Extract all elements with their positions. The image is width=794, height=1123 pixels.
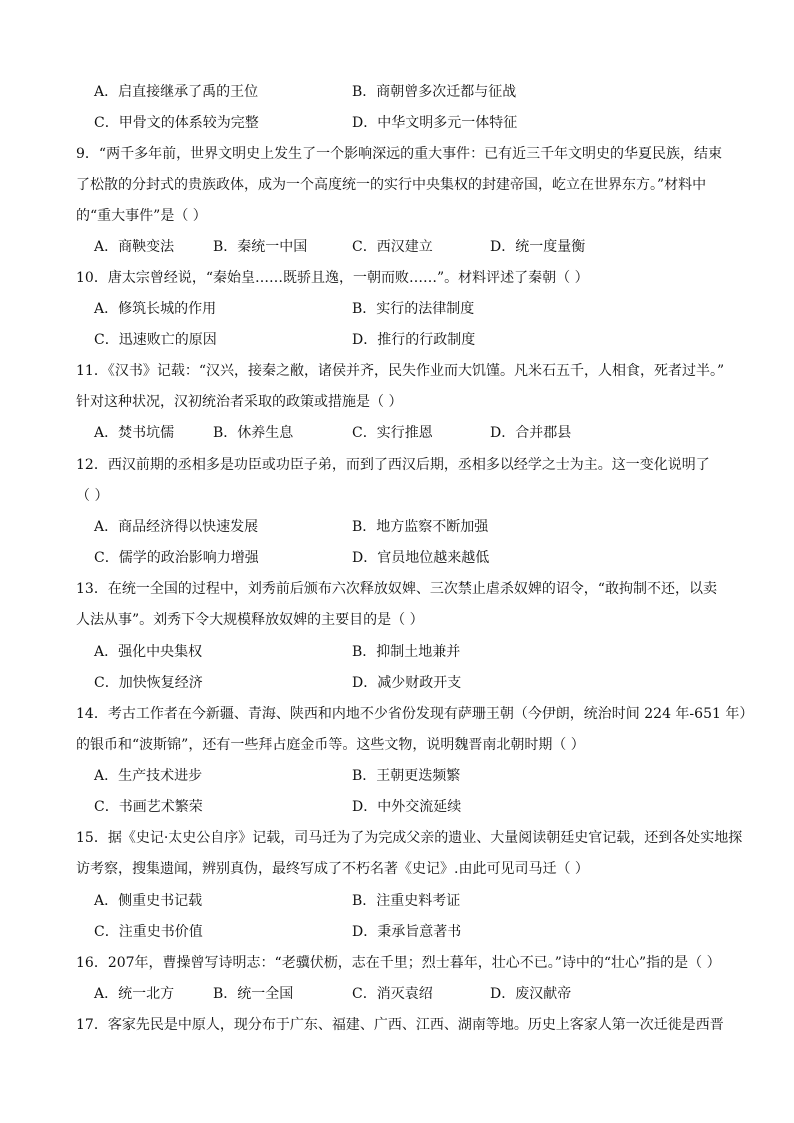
q15-option-c: C．注重史书价值 (94, 924, 203, 940)
q11-option-b: B．休养生息 (213, 425, 294, 441)
q12-option-d: D．官员地位越来越低 (352, 550, 490, 566)
q10-stem-line-1: 10．唐太宗曾经说，“秦始皇……既骄且逸，一朝而败……”。材料评述了秦朝（ ） (76, 270, 589, 286)
q14-option-c: C．书画艺术繁荣 (94, 799, 203, 815)
q15-option-b: B．注重史料考证 (352, 893, 461, 909)
q15-option-a: A．侧重史书记载 (94, 893, 203, 909)
q13-option-c: C．加快恢复经济 (94, 675, 203, 691)
q12-option-c: C．儒学的政治影响力增强 (94, 550, 259, 566)
q13-stem-line-1: 13．在统一全国的过程中，刘秀前后颁布六次释放奴婢、三次禁止虐杀奴婢的诏令，“敢拘制不还，以卖 (76, 581, 717, 597)
q9-stem-line-3: 的“重大事件”是（ ） (76, 208, 207, 224)
q9-option-d: D．统一度量衡 (490, 239, 586, 255)
q16-option-a: A．统一北方 (94, 986, 175, 1002)
q14-option-d: D．中外交流延续 (352, 799, 462, 815)
q15-option-d: D．秉承旨意著书 (352, 924, 462, 940)
q12-stem-line-2: （ ） (76, 488, 109, 504)
q16-option-d: D．废汉献帝 (490, 986, 572, 1002)
q16-option-c: C．消灭袁绍 (352, 986, 433, 1002)
q12-option-b: B．地方监察不断加强 (352, 519, 489, 535)
q16-stem-line-1: 16．207年，曹操曾写诗明志：“老骥伏枥，志在千里；烈士暮年，壮心不已。”诗中的“壮心”指的是（ ） (76, 955, 721, 971)
q10-option-d: D．推行的行政制度 (352, 332, 476, 348)
q15-stem-line-1: 15．据《史记·太史公自序》记载，司马迁为了为完成父亲的遗业、大量阅读朝廷史官记载，还到各处实地探 (76, 830, 743, 846)
q13-option-b: B．抑制土地兼并 (352, 644, 461, 660)
q10-option-b: B．实行的法律制度 (352, 301, 475, 317)
q9-option-c: C．西汉建立 (352, 239, 433, 255)
q9-option-a: A．商鞅变法 (94, 239, 175, 255)
q14-option-a: A．生产技术进步 (94, 768, 203, 784)
q9-option-b: B．秦统一中国 (213, 239, 308, 255)
q9-stem-line-1: 9．“两千多年前，世界文明史上发生了一个影响深远的重大事件：已有近三千年文明史的华夏民族，结束 (76, 146, 723, 162)
q13-option-d: D．减少财政开支 (352, 675, 462, 691)
q10-option-a: A．修筑长城的作用 (94, 301, 217, 317)
q11-stem-line-2: 针对这种状况，汉初统治者采取的政策或措施是（ ） (76, 394, 403, 410)
q8-option-a: A．启直接继承了禹的王位 (94, 84, 259, 100)
q16-option-b: B．统一全国 (213, 986, 294, 1002)
q9-stem-line-2: 了松散的分封式的贵族政体，成为一个高度统一的实行中央集权的封建帝国，屹立在世界东方。”材料中 (76, 177, 707, 193)
q13-stem-line-2: 人法从事”。刘秀下令大规模释放奴婢的主要目的是（ ） (76, 612, 424, 628)
q14-stem-line-1: 14．考古工作者在今新疆、青海、陕西和内地不少省份发现有萨珊王朝（今伊朗，统治时间 224 年-651 年） (76, 706, 754, 722)
q14-stem-line-2: 的银币和“波斯锦”，还有一些拜占庭金币等。这些文物，说明魏晋南北朝时期（ ） (76, 737, 585, 753)
q11-option-a: A．焚书坑儒 (94, 425, 175, 441)
q10-option-c: C．迅速败亡的原因 (94, 332, 217, 348)
q11-stem-line-1: 11．《汉书》记载：“汉兴，接秦之敝，诸侯并齐，民失作业而大饥馑。凡米石五千，人相食，死者过半。” (76, 363, 725, 379)
q15-stem-line-2: 访考察，搜集遗闻，辨别真伪，最终写成了不朽名著《史记》.由此可见司马迁（ ） (76, 861, 589, 877)
q12-stem-line-1: 12．西汉前期的丞相多是功臣或功臣子弟，而到了西汉后期，丞相多以经学之士为主。这一变化说明了 (76, 457, 710, 473)
q8-option-c: C．甲骨文的体系较为完整 (94, 115, 259, 131)
q12-option-a: A．商品经济得以快速发展 (94, 519, 259, 535)
q8-option-d: D．中华文明多元一体特征 (352, 115, 518, 131)
q11-option-d: D．合并郡县 (490, 425, 572, 441)
q11-option-c: C．实行推恩 (352, 425, 433, 441)
q17-stem-line-1: 17．客家先民是中原人，现分布于广东、福建、广西、江西、湖南等地。历史上客家人第一次迁徙是西晋 (76, 1017, 724, 1033)
q8-option-b: B．商朝曾多次迁都与征战 (352, 84, 517, 100)
q13-option-a: A．强化中央集权 (94, 644, 203, 660)
q14-option-b: B．王朝更迭频繁 (352, 768, 461, 784)
